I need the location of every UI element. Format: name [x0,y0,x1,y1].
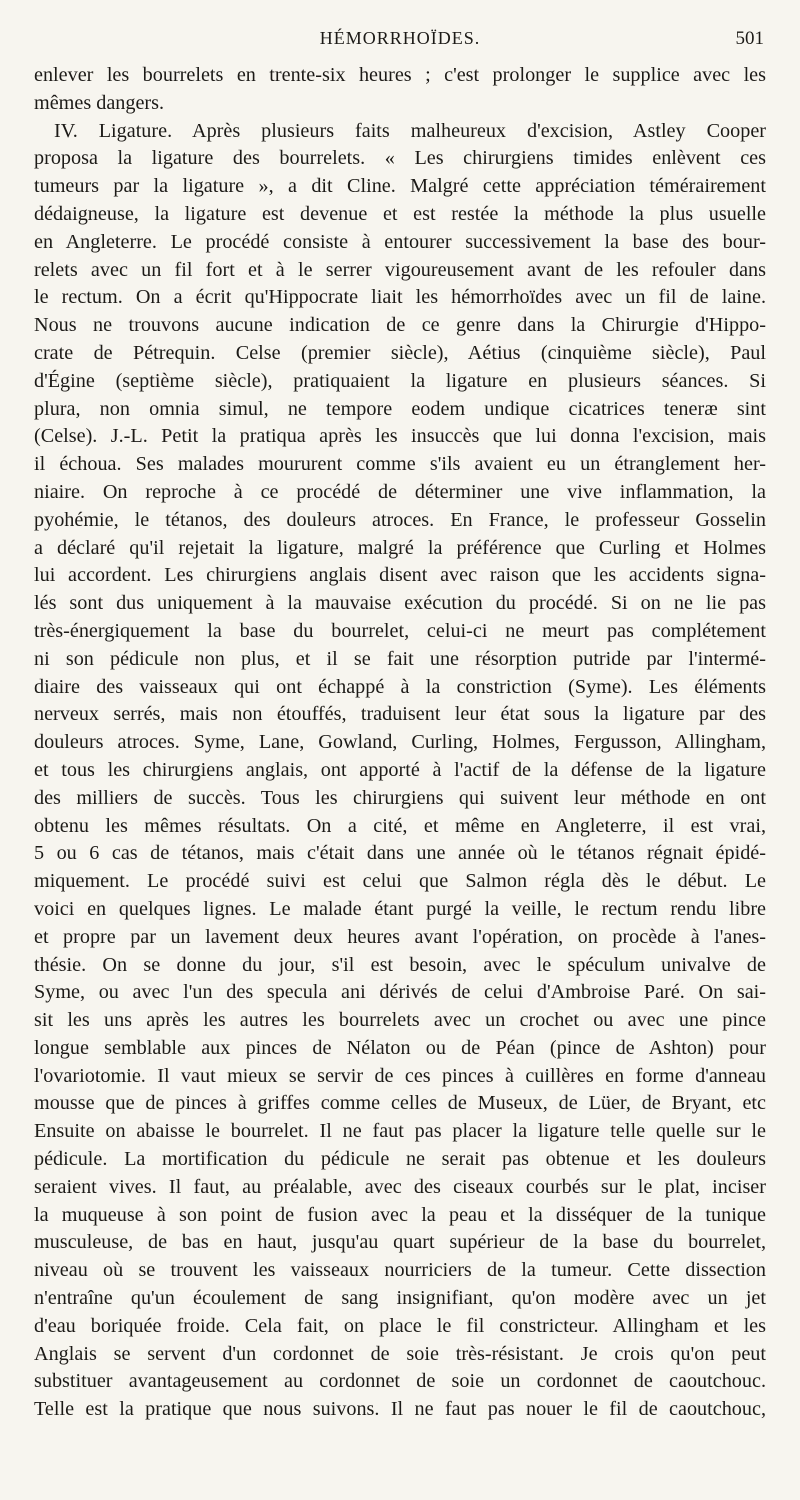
text-line: IV. Ligature. Après plusieurs faits malheureux d'excision, Astley Cooper [54,119,766,142]
text-line: sit les uns après les autres les bourrelets avec un crochet ou avec une pince [34,1009,766,1032]
text-line: et tous les chirurgiens anglais, ont apporté à l'actif de la défense de la ligature [34,758,766,781]
text-line: musculeuse, de bas en haut, jusqu'au quart supérieur de la base du bourrelet, [34,1231,766,1254]
text-line: proposa la ligature des bourrelets. « Les chirurgiens timides enlèvent ces [34,147,766,170]
text-line: tumeurs par la ligature », a dit Cline. Malgré cette appréciation témérairement [34,175,766,198]
text-line: enlever les bourrelets en trente-six heures ; c'est prolonger le supplice avec les [34,64,766,86]
text-line: niveau où se trouvent les vaisseaux nourriciers de la tumeur. Cette dissection [34,1259,766,1282]
text-line: plura, non omnia simul, ne tempore eodem undique cicatrices teneræ sint [34,397,766,420]
text-line: l'ovariotomie. Il vaut mieux se servir de ces pinces à cuillères en forme d'anneau [34,1064,766,1087]
text-line: miquement. Le procédé suivi est celui que Salmon régla dès le début. Le [34,870,766,893]
text-line: mêmes dangers. [34,91,165,114]
text-line: nerveux serrés, mais non étouffés, traduisent leur état sous la ligature par des [34,703,766,726]
text-line: d'eau boriquée froide. Cela fait, on place le fil constricteur. Allingham et les [34,1314,766,1337]
text-line: a déclaré qu'il rejetait la ligature, malgré la préférence que Curling et Holmes [34,536,766,559]
text-line: Anglais se servent d'un cordonnet de soie très-résistant. Je crois qu'on peut [34,1342,766,1365]
text-line: Ensuite on abaisse le bourrelet. Il ne faut pas placer la ligature telle quelle sur le [34,1120,766,1143]
text-line: ni son pédicule non plus, et il se fait une résorption putride par l'intermé- [34,647,766,670]
text-line: lui accordent. Les chirurgiens anglais disent avec raison que les accidents signa- [34,564,766,587]
text-line: en Angleterre. Le procédé consiste à entourer successivement la base des bour- [34,230,766,253]
text-line: relets avec un fil fort et à le serrer vigoureusement avant de les refouler dans [34,258,766,281]
text-line: voici en quelques lignes. Le malade étant purgé la veille, le rectum rendu libre [34,897,766,920]
text-line: n'entraîne qu'un écoulement de sang insignifiant, qu'on modère avec un jet [34,1287,766,1310]
text-line: Nous ne trouvons aucune indication de ce genre dans la Chirurgie d'Hippo- [34,314,766,337]
page-number: 501 [735,28,764,49]
text-line: substituer avantageusement au cordonnet de soie un cordonnet de caoutchouc. [34,1370,766,1393]
text-line: Syme, ou avec l'un des specula ani dérivés de celui d'Ambroise Paré. On sai- [34,981,766,1004]
text-line: lés sont dus uniquement à la mauvaise exécution du procédé. Si on ne lie pas [34,592,766,615]
text-line: (Celse). J.-L. Petit la pratiqua après les insuccès que lui donna l'excision, mais [34,425,766,448]
text-line: pédicule. La mortification du pédicule ne serait pas obtenue et les douleurs [34,1148,766,1171]
text-line: seraient vives. Il faut, au préalable, avec des ciseaux courbés sur le plat, inciser [34,1175,766,1198]
text-line: thésie. On se donne du jour, s'il est besoin, avec le spéculum univalve de [34,953,766,976]
text-line: d'Égine (septième siècle), pratiquaient la ligature en plusieurs séances. Si [34,369,766,392]
text-line: diaire des vaisseaux qui ont échappé à la constriction (Syme). Les éléments [34,675,766,698]
text-line: crate de Pétrequin. Celse (premier siècle), Aétius (cinquième siècle), Paul [34,341,766,364]
text-line: la muqueuse à son point de fusion avec la peau et la disséquer de la tunique [34,1203,766,1226]
text-line: obtenu les mêmes résultats. On a cité, et même en Angleterre, il est vrai, [34,814,766,837]
text-line: niaire. On reproche à ce procédé de déterminer une vive inflammation, la [34,480,766,503]
text-line: 5 ou 6 cas de tétanos, mais c'était dans une année où le tétanos régnait épidé- [34,842,766,865]
text-line: le rectum. On a écrit qu'Hippocrate liait les hémorrhoïdes avec un fil de laine. [34,286,766,309]
page-header [30,28,770,54]
text-line: et propre par un lavement deux heures avant l'opération, on procède à l'anes- [34,925,766,948]
text-line: Telle est la pratique que nous suivons. Il ne faut pas nouer le fil de caoutchouc, [34,1398,766,1421]
text-line: pyohémie, le tétanos, des douleurs atroces. En France, le professeur Gosselin [34,508,766,531]
body-text [34,62,766,1424]
text-line: très-énergiquement la base du bourrelet, celui-ci ne meurt pas complétement [34,619,766,642]
text-line: des milliers de succès. Tous les chirurgiens qui suivent leur méthode en ont [34,786,766,809]
text-line: longue semblable aux pinces de Nélaton ou de Péan (pince de Ashton) pour [34,1036,766,1059]
text-line: dédaigneuse, la ligature est devenue et est restée la méthode la plus usuelle [34,202,766,225]
text-line: douleurs atroces. Syme, Lane, Gowland, Curling, Holmes, Fergusson, Allingham, [34,731,766,754]
running-title: HÉMORRHOÏDES. [319,28,481,48]
text-line: mousse que de pinces à griffes comme celles de Museux, de Lüer, de Bryant, etc [34,1092,766,1115]
text-line: il échoua. Ses malades moururent comme s'ils avaient eu un étranglement her- [34,453,766,476]
